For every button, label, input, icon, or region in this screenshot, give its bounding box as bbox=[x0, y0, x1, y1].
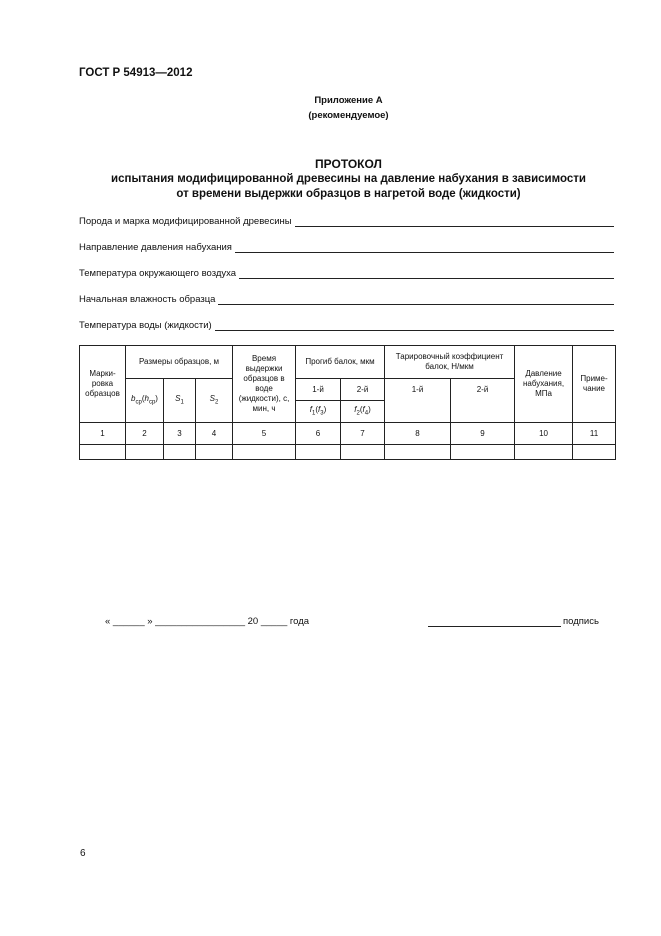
protocol-subtitle-1: испытания модифицированной древесины на давление набухания в зависимости bbox=[111, 173, 586, 185]
table-cell[interactable] bbox=[80, 445, 126, 460]
header-deflection: Прогиб балок, мкм bbox=[296, 346, 385, 379]
header-deflection-f1: $f_1(f_3)$ bbox=[296, 401, 341, 423]
protocol-title: ПРОТОКОЛ bbox=[315, 157, 382, 171]
header-pressure: Давление набухания, МПа bbox=[515, 346, 573, 423]
table-cell[interactable] bbox=[233, 445, 296, 460]
col-number: 10 bbox=[515, 423, 573, 445]
fill-line bbox=[218, 294, 614, 305]
header-deflection-f2: $f_2(f_4)$ bbox=[341, 401, 385, 423]
table-cell[interactable] bbox=[385, 445, 451, 460]
field-initial-moisture bbox=[79, 291, 614, 305]
header-calibration-1: 1-й bbox=[385, 379, 451, 423]
fill-line bbox=[239, 268, 614, 279]
table-cell[interactable] bbox=[296, 445, 341, 460]
page-number: 6 bbox=[80, 848, 86, 859]
col-number: 5 bbox=[233, 423, 296, 445]
col-number: 9 bbox=[451, 423, 515, 445]
col-number: 8 bbox=[385, 423, 451, 445]
col-number: 4 bbox=[196, 423, 233, 445]
field-label: Температура воды (жидкости) bbox=[79, 320, 212, 331]
protocol-subtitle-2: от времени выдержки образцов в нагретой воде (жидкости) bbox=[176, 188, 521, 200]
header-deflection-2: 2-й bbox=[341, 379, 385, 401]
header-note: Приме-чание bbox=[573, 346, 616, 423]
header-size-s2: $S_2$ bbox=[196, 379, 233, 423]
field-air-temperature bbox=[79, 265, 614, 279]
table-cell[interactable] bbox=[573, 445, 616, 460]
fill-line bbox=[295, 216, 614, 227]
header-marking: Марки-ровка образцов bbox=[80, 346, 126, 423]
header-sizes: Размеры образцов, м bbox=[126, 346, 233, 379]
fill-line bbox=[235, 242, 614, 253]
field-pressure-direction bbox=[79, 239, 614, 253]
field-wood-species bbox=[79, 213, 614, 227]
col-number: 1 bbox=[80, 423, 126, 445]
appendix-title: Приложение А bbox=[314, 95, 383, 106]
header-time: Время выдержки образцов в воде (жидкости), с, мин, ч bbox=[233, 346, 296, 423]
header-size-b: $b_{ср}(h_{ср})$ bbox=[126, 379, 164, 423]
field-label: Порода и марка модифицированной древесины bbox=[79, 216, 292, 227]
protocol-table bbox=[79, 345, 616, 460]
fill-line bbox=[215, 320, 614, 331]
header-calibration: Тарировочный коэффициент балок, Н/мкм bbox=[385, 346, 515, 379]
table-row bbox=[80, 445, 616, 460]
field-label: Температура окружающего воздуха bbox=[79, 268, 237, 279]
col-number: 11 bbox=[573, 423, 616, 445]
signature-label: подпись bbox=[563, 616, 599, 627]
col-number: 7 bbox=[341, 423, 385, 445]
col-number: 6 bbox=[296, 423, 341, 445]
signature-date: « ______ » _________________ 20 _____ года bbox=[105, 616, 310, 627]
col-number: 2 bbox=[126, 423, 164, 445]
standard-number: ГОСТ Р 54913—2012 bbox=[79, 67, 193, 79]
signature-line bbox=[428, 616, 561, 627]
header-calibration-2: 2-й bbox=[451, 379, 515, 423]
signature-field bbox=[428, 616, 599, 627]
table-cell[interactable] bbox=[515, 445, 573, 460]
header-size-s1: $S_1$ bbox=[164, 379, 196, 423]
field-label: Начальная влажность образца bbox=[79, 294, 216, 305]
field-water-temperature bbox=[79, 317, 614, 331]
header-deflection-1: 1-й bbox=[296, 379, 341, 401]
table-cell[interactable] bbox=[341, 445, 385, 460]
col-number: 3 bbox=[164, 423, 196, 445]
table-cell[interactable] bbox=[164, 445, 196, 460]
appendix-status: (рекомендуемое) bbox=[308, 110, 389, 121]
table-cell[interactable] bbox=[196, 445, 233, 460]
table-cell[interactable] bbox=[451, 445, 515, 460]
table-cell[interactable] bbox=[126, 445, 164, 460]
field-label: Направление давления набухания bbox=[79, 242, 232, 253]
